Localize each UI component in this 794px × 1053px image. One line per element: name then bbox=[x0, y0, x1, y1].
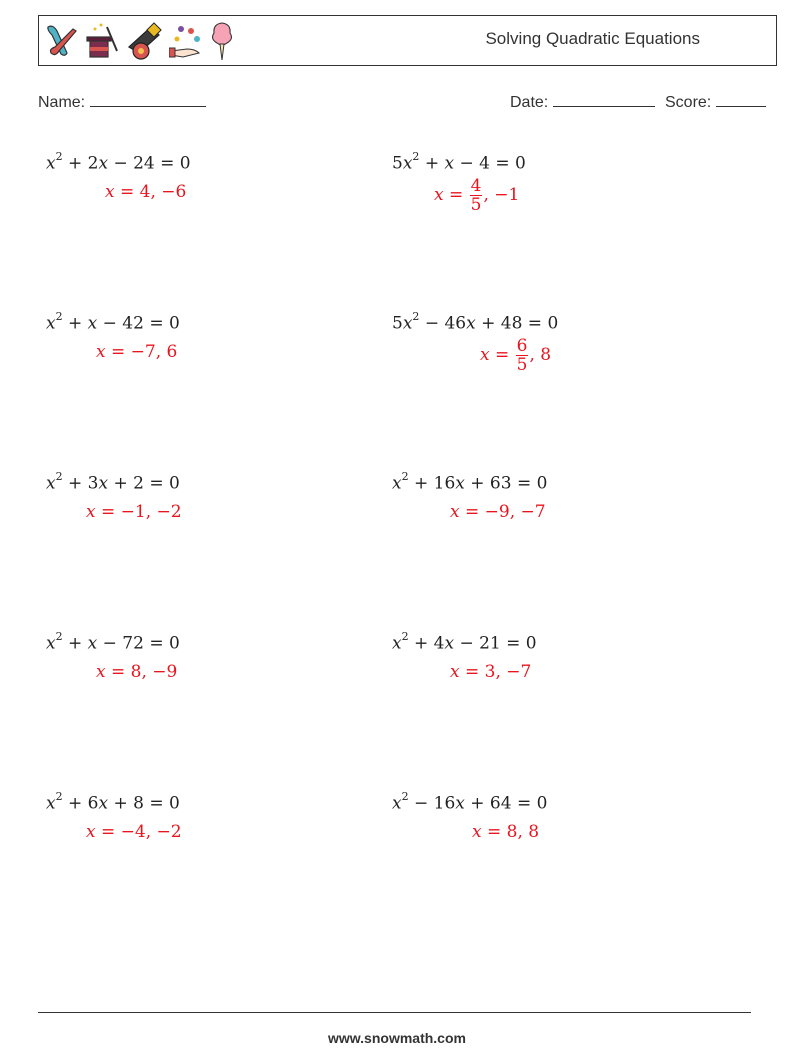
answer-3: x = −7, 6 bbox=[96, 342, 178, 362]
equation: $x^2 + 16x + 63 = 0$ bbox=[392, 470, 548, 494]
date-blank[interactable] bbox=[553, 92, 655, 107]
answer-9: x = −4, −2 bbox=[86, 822, 182, 842]
answer-10: x = 8, 8 bbox=[472, 822, 540, 842]
circus-cannon-icon bbox=[125, 21, 163, 61]
equation: $x^2 + 6x + 8 = 0$ bbox=[46, 790, 180, 814]
problem-4 bbox=[392, 312, 558, 334]
equation: $x^2 + 2x - 24 = 0$ bbox=[46, 150, 191, 174]
answer-1: x = 4, −6 bbox=[105, 182, 187, 202]
answer-fraction: $\frac{4}{5}$ bbox=[470, 176, 482, 215]
answer-8: x = 3, −7 bbox=[450, 662, 532, 682]
problem-2 bbox=[392, 152, 526, 174]
juggling-hand-icon bbox=[169, 21, 203, 61]
problem-7 bbox=[46, 632, 180, 654]
magic-hat-icon bbox=[85, 21, 119, 61]
equation: $5x^2 + x - 4 = 0$ bbox=[392, 150, 526, 174]
answer-2: x = $\frac{4}{5}$ , −1 bbox=[434, 176, 520, 215]
footer-divider bbox=[38, 1012, 751, 1013]
answer-fraction: $\frac{6}{5}$ bbox=[516, 336, 528, 375]
equation: $x^2 + 3x + 2 = 0$ bbox=[46, 470, 180, 494]
problem-1 bbox=[46, 152, 191, 174]
score-field[interactable] bbox=[665, 92, 766, 112]
score-blank[interactable] bbox=[716, 92, 766, 107]
problem-6 bbox=[392, 472, 547, 494]
date-field[interactable] bbox=[510, 92, 655, 112]
footer-url[interactable]: www.snowmath.com bbox=[328, 1030, 466, 1046]
date-label: Date: bbox=[510, 94, 549, 111]
answer-6: x = −9, −7 bbox=[450, 502, 546, 522]
worksheet-title: Solving Quadratic Equations bbox=[485, 29, 700, 48]
score-label: Score: bbox=[665, 94, 712, 111]
answer-5: x = −1, −2 bbox=[86, 502, 182, 522]
equation: $x^2 + x - 42 = 0$ bbox=[46, 310, 180, 334]
problem-8 bbox=[392, 632, 537, 654]
equation: $x^2 + 4x - 21 = 0$ bbox=[392, 630, 537, 654]
header-icons bbox=[45, 20, 235, 62]
name-blank[interactable] bbox=[90, 92, 206, 107]
name-field[interactable] bbox=[38, 92, 206, 112]
problem-9 bbox=[46, 792, 180, 814]
equation: $5x^2 - 46x + 48 = 0$ bbox=[392, 310, 559, 334]
name-label: Name: bbox=[38, 94, 86, 111]
equation: $x^2 - 16x + 64 = 0$ bbox=[392, 790, 548, 814]
answer-4: x = $\frac{6}{5}$ , 8 bbox=[480, 336, 552, 375]
juggling-pins-icon bbox=[45, 21, 79, 61]
equation: $x^2 + x - 72 = 0$ bbox=[46, 630, 180, 654]
problem-10 bbox=[392, 792, 547, 814]
worksheet-header bbox=[38, 15, 777, 66]
problem-3 bbox=[46, 312, 180, 334]
answer-7: x = 8, −9 bbox=[96, 662, 178, 682]
cotton-candy-icon bbox=[209, 21, 235, 61]
problem-5 bbox=[46, 472, 180, 494]
